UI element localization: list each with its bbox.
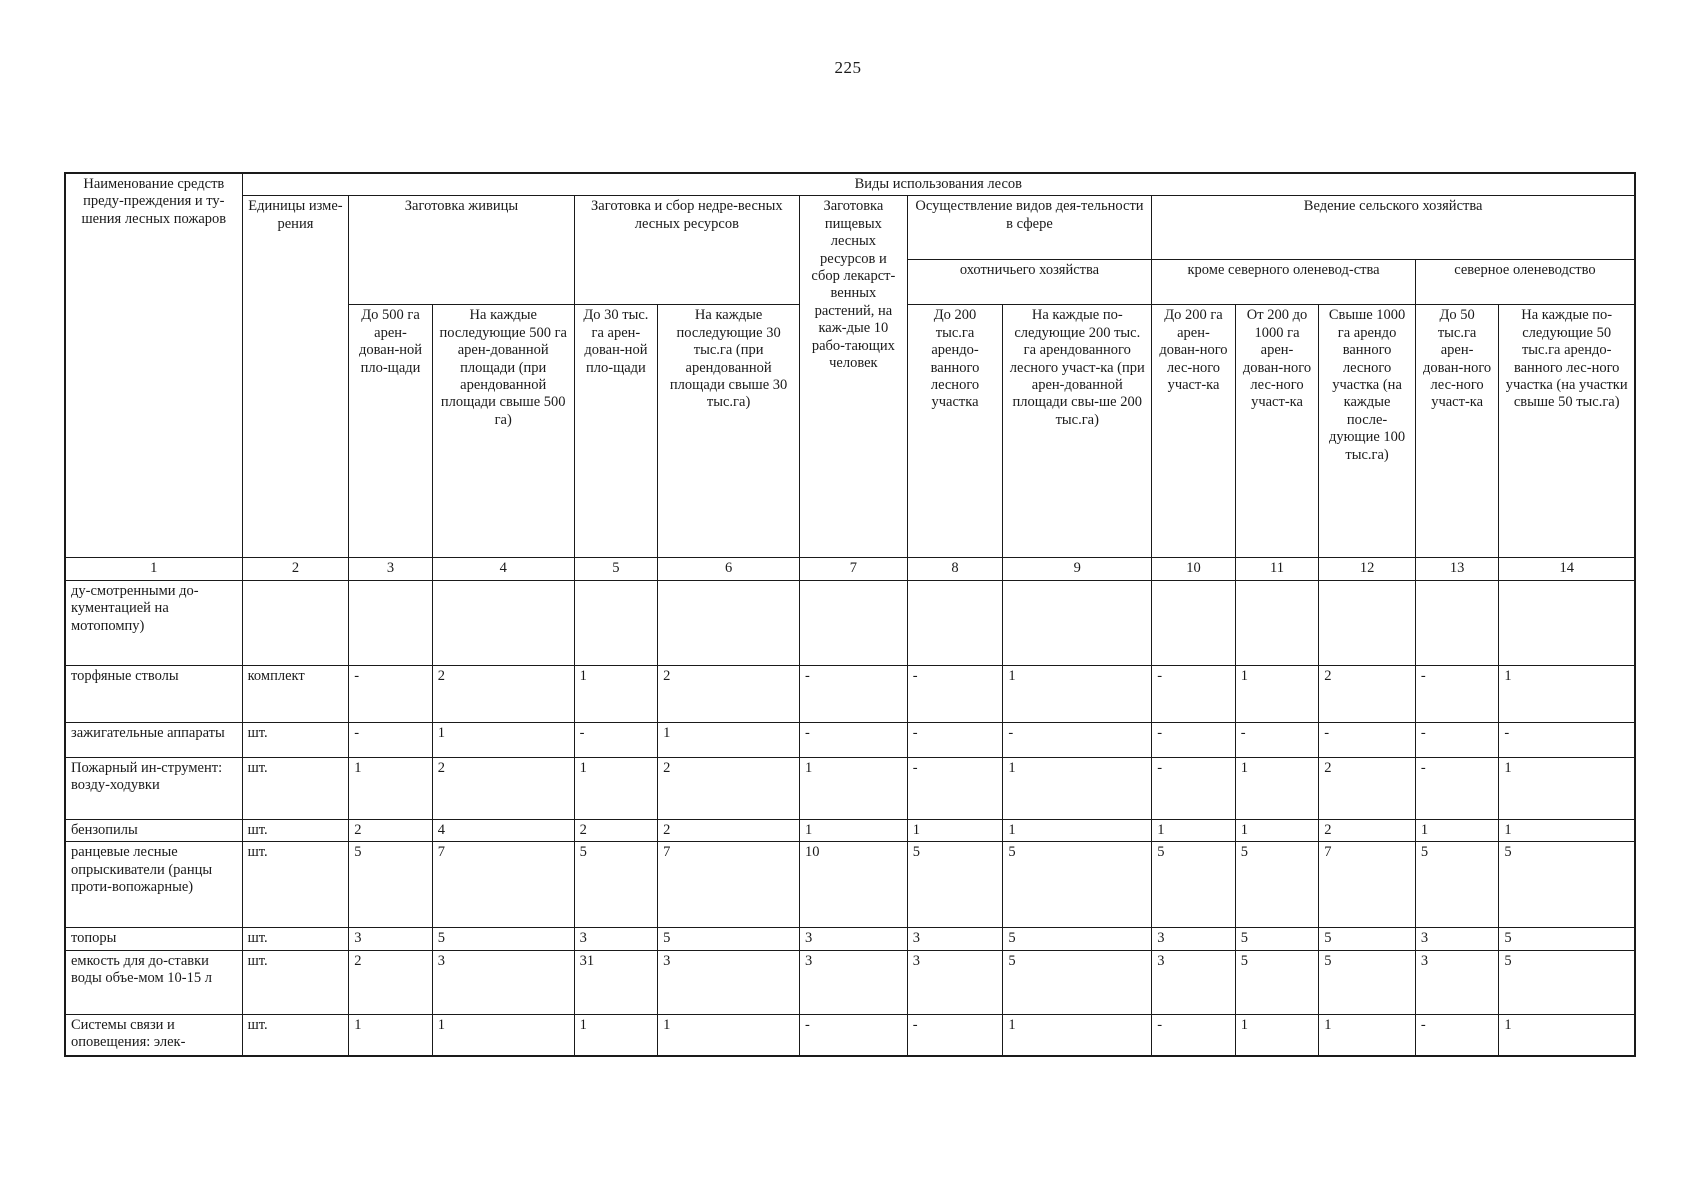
value-cell: 1 [1003,757,1152,819]
value-cell: 3 [1152,928,1236,950]
unit-cell: шт. [242,819,349,841]
table-row [65,722,1635,757]
row-label-cell: Системы связи и оповещения: элек- [65,1014,242,1056]
unit-cell: шт. [242,1014,349,1056]
value-cell: 5 [1235,950,1319,1014]
unit-cell [242,580,349,665]
column-number: 1 [65,558,242,580]
value-cell: - [1152,665,1236,722]
value-cell: - [907,1014,1003,1056]
value-cell [1152,580,1236,665]
value-cell [432,580,574,665]
unit-cell: шт. [242,757,349,819]
value-cell: 5 [1499,950,1635,1014]
value-cell: 5 [1319,950,1416,1014]
value-cell: 5 [1152,842,1236,928]
column-number: 7 [800,558,908,580]
value-cell: - [800,722,908,757]
value-cell: 2 [432,665,574,722]
value-cell: 3 [907,928,1003,950]
value-cell: 2 [658,757,800,819]
value-cell: 1 [1499,1014,1635,1056]
header-uses-group: Виды использования лесов [242,173,1635,196]
value-cell: - [1415,757,1499,819]
header-col-10: До 200 га арен-дован-ного лес-ного участ-ка [1152,305,1236,558]
value-cell: - [1415,1014,1499,1056]
value-cell: 1 [800,757,908,819]
value-cell: 5 [1235,928,1319,950]
value-cell: 1 [1499,757,1635,819]
value-cell [1319,580,1416,665]
column-number: 3 [349,558,433,580]
table-row [65,580,1635,665]
column-number: 6 [658,558,800,580]
value-cell: - [1235,722,1319,757]
value-cell: 1 [1003,665,1152,722]
value-cell [907,580,1003,665]
value-cell: 3 [1415,928,1499,950]
value-cell [1415,580,1499,665]
unit-cell: шт. [242,842,349,928]
value-cell: 3 [432,950,574,1014]
value-cell: - [574,722,658,757]
value-cell: 3 [800,950,908,1014]
column-number: 4 [432,558,574,580]
value-cell: - [1152,722,1236,757]
page-number: 225 [834,58,862,77]
value-cell: 1 [1003,819,1152,841]
value-cell [349,580,433,665]
value-cell: 1 [800,819,908,841]
column-number: 2 [242,558,349,580]
table-row [65,950,1635,1014]
value-cell: - [1499,722,1635,757]
table-row [65,842,1635,928]
value-cell: 7 [658,842,800,928]
value-cell: 1 [658,722,800,757]
value-cell: 5 [658,928,800,950]
value-cell: 5 [1415,842,1499,928]
value-cell: - [349,722,433,757]
header-col-4: На каждые последующие 500 га арен-дованной площади (при арендованной площади свыше 500 га) [432,305,574,558]
column-number: 10 [1152,558,1236,580]
header-food: Заготовка пищевых лесных ресурсов и сбор лекарст-венных растений, на каж-дые 10 рабо-тающих человек [800,196,908,558]
row-label-cell: ранцевые лесные опрыскиватели (ранцы проти-вопожарные) [65,842,242,928]
value-cell: 2 [349,950,433,1014]
value-cell: 2 [658,819,800,841]
value-cell: - [907,665,1003,722]
value-cell [1003,580,1152,665]
row-label-cell: ду-смотренными до-кументацией на мотопомпу) [65,580,242,665]
row-label-cell: зажигательные аппараты [65,722,242,757]
value-cell: 3 [1152,950,1236,1014]
value-cell: 1 [1499,819,1635,841]
value-cell: 10 [800,842,908,928]
table-row [65,928,1635,950]
table-row [65,1014,1635,1056]
value-cell: 5 [1003,950,1152,1014]
header-nonwood: Заготовка и сбор недре-весных лесных ресурсов [574,196,799,305]
value-cell: - [349,665,433,722]
value-cell: - [800,665,908,722]
value-cell: - [1415,722,1499,757]
value-cell: 1 [432,722,574,757]
row-label-cell: Пожарный ин-струмент: возду-ходувки [65,757,242,819]
value-cell: 5 [1003,928,1152,950]
value-cell: 5 [1499,842,1635,928]
value-cell: 2 [574,819,658,841]
column-number: 12 [1319,558,1416,580]
value-cell: 1 [1003,1014,1152,1056]
value-cell: 2 [1319,757,1416,819]
unit-cell: комплект [242,665,349,722]
column-number: 14 [1499,558,1635,580]
column-number: 9 [1003,558,1152,580]
value-cell: - [800,1014,908,1056]
header-agri-reindeer: северное оленеводство [1415,260,1635,305]
value-cell: 2 [432,757,574,819]
header-col-13: До 50 тыс.га арен-дован-ного лес-ного участ-ка [1415,305,1499,558]
value-cell: 5 [907,842,1003,928]
value-cell: 1 [1152,819,1236,841]
header-units-column: Единицы изме-рения [242,196,349,558]
value-cell: - [907,757,1003,819]
value-cell: 1 [1319,1014,1416,1056]
unit-cell: шт. [242,950,349,1014]
column-number: 8 [907,558,1003,580]
value-cell: 1 [1235,1014,1319,1056]
value-cell: - [1319,722,1416,757]
value-cell: 1 [432,1014,574,1056]
value-cell: - [1415,665,1499,722]
column-number: 13 [1415,558,1499,580]
value-cell: 2 [1319,665,1416,722]
value-cell: 5 [1319,928,1416,950]
value-cell [658,580,800,665]
value-cell: 2 [349,819,433,841]
unit-cell: шт. [242,928,349,950]
table-row [65,665,1635,722]
header-name-column: Наименование средств преду-преждения и ту-шения лесных пожаров [65,173,242,558]
column-number: 5 [574,558,658,580]
value-cell: 5 [1003,842,1152,928]
table-row [65,819,1635,841]
header-col-11: От 200 до 1000 га арен-дован-ного лес-ного участ-ка [1235,305,1319,558]
row-label-cell: торфяные стволы [65,665,242,722]
value-cell: 1 [349,757,433,819]
header-hunting-bottom: охотничьего хозяйства [907,260,1152,305]
value-cell: 1 [349,1014,433,1056]
value-cell: 7 [1319,842,1416,928]
value-cell: 3 [800,928,908,950]
value-cell: 1 [574,1014,658,1056]
value-cell: 1 [574,665,658,722]
row-label-cell: топоры [65,928,242,950]
value-cell: 2 [658,665,800,722]
row-label-cell: емкость для до-ставки воды объе-мом 10-15 л [65,950,242,1014]
header-hunting-top: Осуществление видов дея-тельности в сфере [907,196,1152,260]
value-cell: 1 [907,819,1003,841]
value-cell: 3 [574,928,658,950]
value-cell: 1 [1235,757,1319,819]
value-cell: - [1152,757,1236,819]
header-agri-non-reindeer: кроме северного оленевод-ства [1152,260,1416,305]
header-col-5: До 30 тыс. га арен-дован-ной пло-щади [574,305,658,558]
value-cell: 2 [1319,819,1416,841]
value-cell: 5 [574,842,658,928]
header-resin: Заготовка живицы [349,196,574,305]
header-col-6: На каждые последующие 30 тыс.га (при арендованной площади свыше 30 тыс.га) [658,305,800,558]
value-cell: 1 [658,1014,800,1056]
value-cell: - [1152,1014,1236,1056]
value-cell: 3 [907,950,1003,1014]
value-cell: 5 [1499,928,1635,950]
header-col-9: На каждые по-следующие 200 тыс. га арендованного лесного участ-ка (при арен-дованной площади свы-ше 200 тыс.га) [1003,305,1152,558]
value-cell: 1 [1235,819,1319,841]
value-cell: 5 [1235,842,1319,928]
table-body [65,580,1635,1056]
unit-cell: шт. [242,722,349,757]
value-cell [574,580,658,665]
row-label-cell: бензопилы [65,819,242,841]
value-cell: 3 [349,928,433,950]
value-cell: 4 [432,819,574,841]
header-col-3: До 500 га арен-дован-ной пло-щади [349,305,433,558]
value-cell [800,580,908,665]
value-cell: 5 [349,842,433,928]
value-cell [1235,580,1319,665]
value-cell: 3 [658,950,800,1014]
header-col-12: Свыше 1000 га арендо ванного лесного участка (на каждые после-дующие 100 тыс.га) [1319,305,1416,558]
value-cell: 1 [1415,819,1499,841]
value-cell: 5 [432,928,574,950]
fire-equipment-table [64,172,1636,1057]
column-number-row [65,558,1635,580]
value-cell: 7 [432,842,574,928]
value-cell [1499,580,1635,665]
value-cell: - [1003,722,1152,757]
value-cell: 31 [574,950,658,1014]
header-col-14: На каждые по-следующие 50 тыс.га арендо-ванного лес-ного участка (на участки свыше 50 тыс.га) [1499,305,1635,558]
value-cell: - [907,722,1003,757]
table-row [65,757,1635,819]
value-cell: 3 [1415,950,1499,1014]
header-agriculture: Ведение сельского хозяйства [1152,196,1635,260]
value-cell: 1 [574,757,658,819]
value-cell: 1 [1235,665,1319,722]
value-cell: 1 [1499,665,1635,722]
header-col-8: До 200 тыс.га арендо-ванного лесного участка [907,305,1003,558]
column-number: 11 [1235,558,1319,580]
